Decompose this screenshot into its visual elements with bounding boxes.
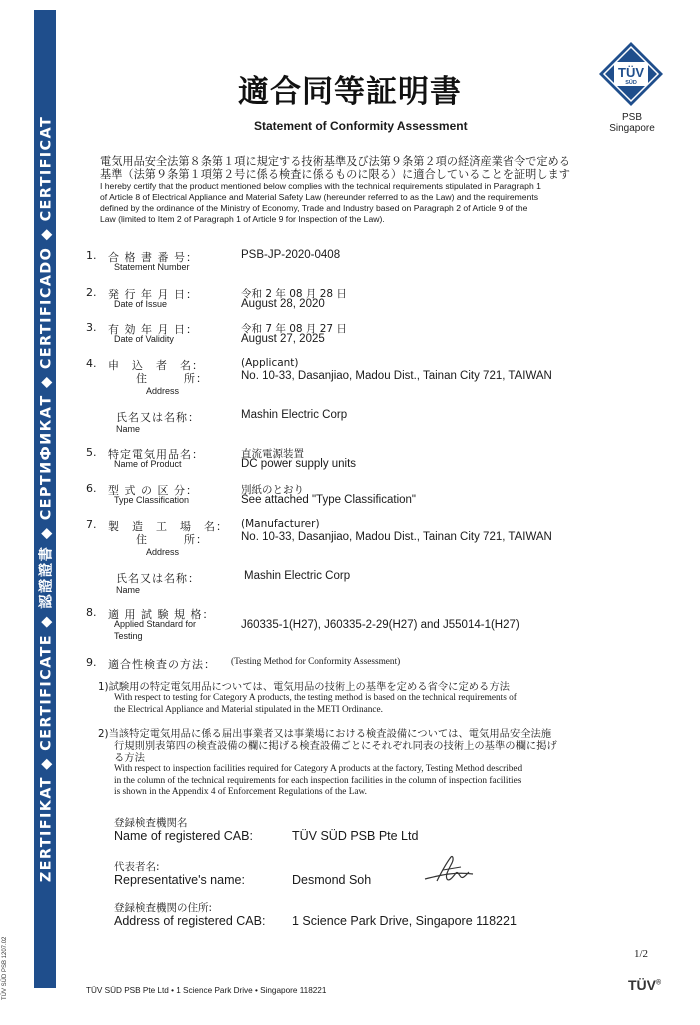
paragraph-ja-line: 1)試験用の特定電気用品については、電気用品の技術上の基準を定める省令に定める方法 bbox=[98, 681, 510, 693]
type-classification-ja: 別紙のとおり bbox=[241, 484, 304, 496]
item-number: 3. bbox=[86, 321, 97, 334]
item-label-ja: 型 式 の 区 分： bbox=[108, 484, 198, 497]
signature-icon bbox=[423, 853, 475, 887]
manufacturer-label: (Manufacturer) bbox=[241, 518, 320, 530]
paragraph-ja-line: 行規則別表第四の検査設備の欄に掲げる検査設備ごとにそれぞれ同表の技術上の基準の欄に掲げ bbox=[114, 740, 557, 752]
item-number: 8. bbox=[86, 606, 97, 619]
testing-method-paragraph-2 bbox=[98, 728, 653, 799]
paragraph-en-line: With respect to inspection facilities required for Category A products at the factory, Testing Method described bbox=[114, 764, 523, 774]
cab-name-value: TÜV SÜD PSB Pte Ltd bbox=[292, 829, 419, 843]
paragraph-en-line: in the column of the technical requirements for each inspection facilities in the column of inspection facilities bbox=[114, 775, 522, 786]
item-number: 4. bbox=[86, 357, 97, 370]
registered-mark: ® bbox=[656, 979, 662, 987]
product-name-ja: 直流電源装置 bbox=[241, 448, 304, 460]
item-label-ja: 合 格 書 番 号： bbox=[108, 251, 198, 264]
representative-label-ja: 代表者名: bbox=[114, 861, 160, 873]
item-label-en: Date of Validity bbox=[114, 334, 174, 344]
product-name-en: DC power supply units bbox=[241, 458, 357, 470]
manufacturer-address: No. 10-33, Dasanjiao, Madou Dist., Tainan City 721, TAIWAN bbox=[241, 531, 552, 543]
item-number: 7. bbox=[86, 518, 97, 531]
statement-ja-line: 電気用品安全法第８条第１項に規定する技術基準及び法第９条第２項の経済産業省令で定める bbox=[100, 155, 570, 168]
name-label-en: Name bbox=[116, 424, 141, 434]
name-label-ja: 氏名又は名称： bbox=[116, 411, 200, 424]
testing-method-paragraph-1 bbox=[98, 681, 653, 716]
item-label-en: Type Classification bbox=[114, 495, 190, 505]
statement-number-value: PSB-JP-2020-0408 bbox=[241, 249, 341, 261]
item-label-ja: 申 込 者 名： bbox=[108, 359, 204, 372]
item-label-ja: 適合性検査の方法： bbox=[108, 658, 216, 671]
footer-text: TÜV SÜD PSB Pte Ltd • 1 Science Park Drive • Singapore 118221 bbox=[86, 986, 327, 995]
address-label-en: Address bbox=[146, 386, 180, 396]
item-label-ja: 製 造 工 場 名： bbox=[108, 520, 228, 533]
cab-address-value: 1 Science Park Drive, Singapore 118221 bbox=[292, 914, 517, 928]
applicant-address: No. 10-33, Dasanjiao, Madou Dist., Tainan City 721, TAIWAN bbox=[241, 370, 552, 382]
item-label-en-cont: Testing bbox=[114, 631, 143, 641]
logo-text: TÜV bbox=[618, 65, 644, 80]
item-label-ja: 有 効 年 月 日： bbox=[108, 323, 198, 336]
item-label-en: Name of Product bbox=[114, 459, 182, 469]
cab-address-label-ja: 登録検査機関の住所: bbox=[114, 902, 213, 914]
validity-date-ja: 令和 7 年 08 月 27 日 bbox=[241, 323, 347, 335]
name-label-en: Name bbox=[116, 585, 141, 595]
item-number: 1. bbox=[86, 249, 97, 262]
paragraph-en-line: With respect to testing for Category A products, the testing method is based on the technical requirements of bbox=[114, 693, 517, 703]
item-number: 6. bbox=[86, 482, 97, 495]
address-label-ja: 住 所： bbox=[136, 533, 208, 546]
page-number: 1/2 bbox=[634, 948, 649, 960]
address-label-ja: 住 所： bbox=[136, 372, 208, 385]
type-classification-en: See attached "Type Classification" bbox=[241, 494, 417, 506]
logo-subtext: SÜD bbox=[625, 80, 637, 86]
certification-statement bbox=[100, 155, 660, 225]
item-label-ja: 適 用 試 験 規 格： bbox=[108, 608, 215, 621]
item-label-ja: 発 行 年 月 日： bbox=[108, 288, 198, 301]
applicant-name: Mashin Electric Corp bbox=[241, 409, 348, 421]
item-number: 5. bbox=[86, 446, 97, 459]
representative-label-en: Representative's name: bbox=[114, 873, 245, 887]
form-code: TÜV SÜD PSB 1207.02 bbox=[2, 936, 8, 1000]
paragraph-en-line: the Electrical Appliance and Material stipulated in the METI Ordinance. bbox=[114, 704, 383, 715]
statement-en-line: Law (limited to Item 2 of Paragraph 1 of Article 9 for Inspection of the Law). bbox=[100, 214, 385, 224]
applied-standard-value: J60335-1(H27), J60335-2-29(H27) and J55014-1(H27) bbox=[241, 619, 520, 631]
footer-logo bbox=[628, 977, 661, 993]
page-subtitle: Statement of Conformity Assessment bbox=[254, 119, 468, 133]
statement-ja-line: 基準（法第９条第１項第２号に係る検査に係るものに限る）に適合していることを証明します bbox=[100, 168, 570, 181]
issue-date-ja: 令和 2 年 08 月 28 日 bbox=[241, 288, 347, 300]
item-label-en: Statement Number bbox=[114, 262, 190, 272]
statement-en-line: of Article 8 of Electrical Appliance and Material Safety Law (hereunder referred to as the Law) and the requirements bbox=[100, 192, 539, 202]
footer-logo-text: TÜV bbox=[628, 977, 656, 993]
paragraph-ja-line: る方法 bbox=[114, 752, 145, 764]
cab-address-label-en: Address of registered CAB: bbox=[114, 914, 266, 928]
paragraph-ja-line: 2)当該特定電気用品に係る届出事業者又は事業場における検査設備については、電気用品安全法施 bbox=[98, 728, 552, 740]
name-label-ja: 氏名又は名称： bbox=[116, 572, 200, 585]
logo-caption: PSB Singapore bbox=[609, 112, 655, 134]
item-number: 2. bbox=[86, 286, 97, 299]
representative-name: Desmond Soh bbox=[292, 873, 372, 887]
item-label-en: Date of Issue bbox=[114, 299, 168, 309]
issue-date-en: August 28, 2020 bbox=[241, 298, 325, 310]
manufacturer-name: Mashin Electric Corp bbox=[244, 570, 351, 582]
item-label-en: Applied Standard for bbox=[114, 619, 197, 629]
statement-en-line: I hereby certify that the product mentioned below complies with the technical requirements stipulated in Paragraph 1 bbox=[100, 181, 541, 191]
item-label-ja: 特定電気用品名： bbox=[108, 448, 204, 461]
applicant-label: (Applicant) bbox=[241, 357, 299, 369]
validity-date-en: August 27, 2025 bbox=[241, 333, 325, 345]
cab-name-label-ja: 登録検査機関名 bbox=[114, 817, 188, 829]
item-number: 9. bbox=[86, 656, 97, 669]
certificate-sidebar-band bbox=[34, 10, 56, 988]
statement-en-line: defined by the ordinance of the Ministry of Economy, Trade and Industry based on Paragraph 2 of Article 9 of the bbox=[100, 203, 528, 213]
paragraph-en-line: is shown in the Appendix 4 of Enforcement Regulations of the Law. bbox=[114, 787, 367, 797]
item-label-en: (Testing Method for Conformity Assessment) bbox=[231, 657, 401, 667]
sidebar-text: ZERTIFIKAT ◆ CERTIFICATE ◆ 認證證書 ◆ СЕРТИФИКАТ ◆ CERTIFICADO ◆ CERTIFICAT bbox=[38, 115, 55, 883]
cab-name-label-en: Name of registered CAB: bbox=[114, 829, 253, 843]
address-label-en: Address bbox=[146, 547, 180, 557]
tuv-sud-logo-icon bbox=[598, 41, 664, 107]
page-title: 適合同等証明書 bbox=[238, 74, 462, 110]
